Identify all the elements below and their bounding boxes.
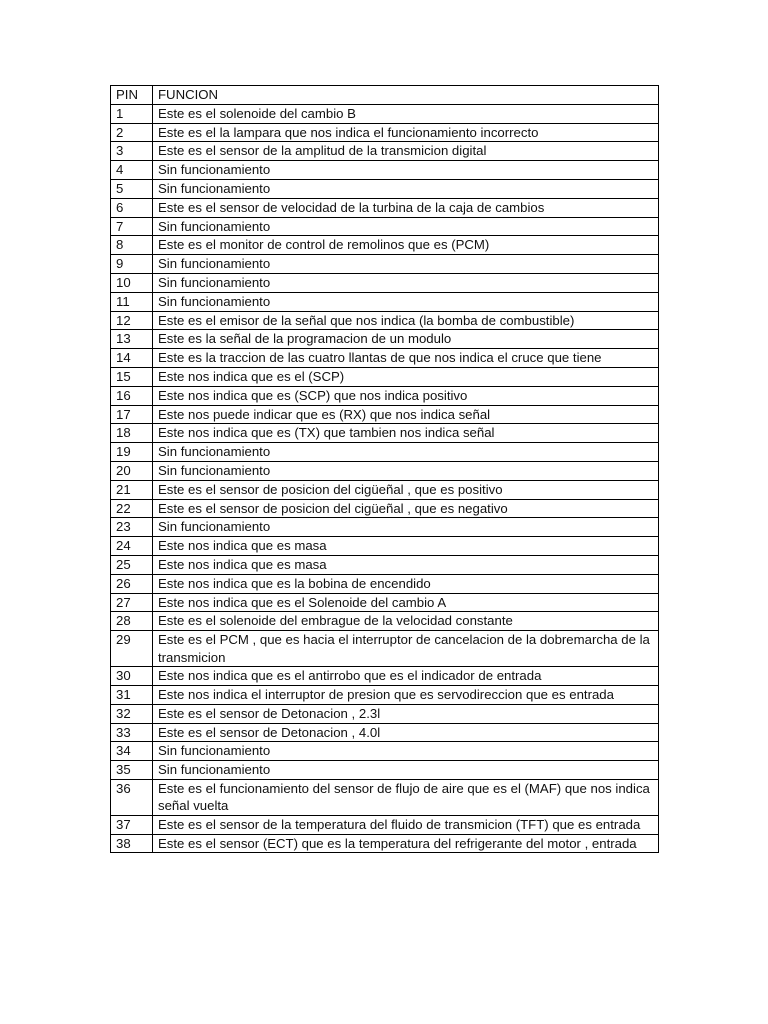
function-description-cell: Este es el monitor de control de remolinos que es (PCM) xyxy=(153,236,659,255)
pin-number-cell: 36 xyxy=(111,779,153,815)
function-description-cell: Sin funcionamiento xyxy=(153,217,659,236)
function-description-cell: Este es el sensor (ECT) que es la temperatura del refrigerante del motor , entrada xyxy=(153,834,659,853)
pin-number-cell: 7 xyxy=(111,217,153,236)
table-row xyxy=(111,704,659,723)
pin-number-cell: 31 xyxy=(111,685,153,704)
table-row xyxy=(111,405,659,424)
pin-number-cell: 26 xyxy=(111,574,153,593)
table-row xyxy=(111,424,659,443)
function-description-cell: Este es el PCM , que es hacia el interruptor de cancelacion de la dobremarcha de la transmicion xyxy=(153,631,659,667)
pin-number-cell: 1 xyxy=(111,104,153,123)
table-row xyxy=(111,198,659,217)
pin-number-cell: 3 xyxy=(111,142,153,161)
pin-number-cell: 11 xyxy=(111,292,153,311)
table-row xyxy=(111,667,659,686)
function-description-cell: Este nos puede indicar que es (RX) que nos indica señal xyxy=(153,405,659,424)
pin-number-cell: 14 xyxy=(111,349,153,368)
table-row xyxy=(111,612,659,631)
pin-number-cell: 33 xyxy=(111,723,153,742)
function-description-cell: Este es el sensor de la temperatura del fluido de transmicion (TFT) que es entrada xyxy=(153,815,659,834)
table-row xyxy=(111,292,659,311)
table-row xyxy=(111,742,659,761)
header-pin: PIN xyxy=(111,86,153,105)
table-row xyxy=(111,367,659,386)
pin-number-cell: 15 xyxy=(111,367,153,386)
pin-number-cell: 5 xyxy=(111,179,153,198)
pin-number-cell: 18 xyxy=(111,424,153,443)
table-row xyxy=(111,815,659,834)
pin-number-cell: 38 xyxy=(111,834,153,853)
function-description-cell: Este es el solenoide del embrague de la velocidad constante xyxy=(153,612,659,631)
function-description-cell: Sin funcionamiento xyxy=(153,161,659,180)
table-row xyxy=(111,123,659,142)
pin-number-cell: 32 xyxy=(111,704,153,723)
pin-number-cell: 25 xyxy=(111,555,153,574)
pin-number-cell: 20 xyxy=(111,461,153,480)
table-row xyxy=(111,480,659,499)
function-description-cell: Este es el funcionamiento del sensor de flujo de aire que es el (MAF) que nos indica señal vuelta xyxy=(153,779,659,815)
table-row xyxy=(111,593,659,612)
function-description-cell: Sin funcionamiento xyxy=(153,461,659,480)
table-row xyxy=(111,386,659,405)
pin-number-cell: 17 xyxy=(111,405,153,424)
function-description-cell: Este es el sensor de Detonacion , 2.3l xyxy=(153,704,659,723)
pin-number-cell: 21 xyxy=(111,480,153,499)
pin-number-cell: 8 xyxy=(111,236,153,255)
function-description-cell: Este es el sensor de posicion del cigüeñal , que es positivo xyxy=(153,480,659,499)
function-description-cell: Este es la señal de la programacion de un modulo xyxy=(153,330,659,349)
pin-number-cell: 35 xyxy=(111,761,153,780)
function-description-cell: Este nos indica que es (SCP) que nos indica positivo xyxy=(153,386,659,405)
function-description-cell: Este nos indica que es masa xyxy=(153,555,659,574)
function-description-cell: Este nos indica que es el (SCP) xyxy=(153,367,659,386)
table-row xyxy=(111,779,659,815)
function-description-cell: Este es el sensor de velocidad de la turbina de la caja de cambios xyxy=(153,198,659,217)
function-description-cell: Este nos indica que es (TX) que tambien nos indica señal xyxy=(153,424,659,443)
table-header-row xyxy=(111,86,659,105)
table-row xyxy=(111,518,659,537)
table-row xyxy=(111,761,659,780)
table-row xyxy=(111,349,659,368)
pin-number-cell: 28 xyxy=(111,612,153,631)
table-row xyxy=(111,723,659,742)
table-row xyxy=(111,574,659,593)
table-row xyxy=(111,461,659,480)
function-description-cell: Este es el sensor de Detonacion , 4.0l xyxy=(153,723,659,742)
pin-number-cell: 30 xyxy=(111,667,153,686)
function-description-cell: Sin funcionamiento xyxy=(153,443,659,462)
function-description-cell: Este nos indica que es el antirrobo que es el indicador de entrada xyxy=(153,667,659,686)
pin-number-cell: 13 xyxy=(111,330,153,349)
function-description-cell: Este es el sensor de la amplitud de la transmicion digital xyxy=(153,142,659,161)
pin-function-table xyxy=(110,85,659,853)
function-description-cell: Este nos indica que es el Solenoide del cambio A xyxy=(153,593,659,612)
pin-number-cell: 22 xyxy=(111,499,153,518)
function-description-cell: Este es la traccion de las cuatro llantas de que nos indica el cruce que tiene xyxy=(153,349,659,368)
table-body xyxy=(111,104,659,853)
pin-number-cell: 6 xyxy=(111,198,153,217)
function-description-cell: Este es el solenoide del cambio B xyxy=(153,104,659,123)
function-description-cell: Este nos indica el interruptor de presion que es servodireccion que es entrada xyxy=(153,685,659,704)
table-row xyxy=(111,236,659,255)
table-row xyxy=(111,273,659,292)
table-row xyxy=(111,555,659,574)
table-row xyxy=(111,834,659,853)
table-row xyxy=(111,104,659,123)
function-description-cell: Sin funcionamiento xyxy=(153,292,659,311)
table-row xyxy=(111,142,659,161)
table-row xyxy=(111,685,659,704)
table-row xyxy=(111,631,659,667)
function-description-cell: Este nos indica que es la bobina de encendido xyxy=(153,574,659,593)
pin-number-cell: 23 xyxy=(111,518,153,537)
pin-number-cell: 12 xyxy=(111,311,153,330)
table-row xyxy=(111,217,659,236)
function-description-cell: Sin funcionamiento xyxy=(153,273,659,292)
table-row xyxy=(111,179,659,198)
function-description-cell: Este nos indica que es masa xyxy=(153,537,659,556)
table-row xyxy=(111,255,659,274)
function-description-cell: Sin funcionamiento xyxy=(153,518,659,537)
pin-number-cell: 29 xyxy=(111,631,153,667)
pin-number-cell: 9 xyxy=(111,255,153,274)
pin-number-cell: 19 xyxy=(111,443,153,462)
table-row xyxy=(111,537,659,556)
pin-number-cell: 4 xyxy=(111,161,153,180)
pin-number-cell: 27 xyxy=(111,593,153,612)
table-row xyxy=(111,443,659,462)
pin-number-cell: 34 xyxy=(111,742,153,761)
function-description-cell: Sin funcionamiento xyxy=(153,179,659,198)
table-row xyxy=(111,330,659,349)
function-description-cell: Sin funcionamiento xyxy=(153,255,659,274)
pin-number-cell: 24 xyxy=(111,537,153,556)
function-description-cell: Este es el sensor de posicion del cigüeñal , que es negativo xyxy=(153,499,659,518)
pin-number-cell: 10 xyxy=(111,273,153,292)
pin-number-cell: 2 xyxy=(111,123,153,142)
table-row xyxy=(111,499,659,518)
function-description-cell: Sin funcionamiento xyxy=(153,742,659,761)
table-row xyxy=(111,161,659,180)
table-row xyxy=(111,311,659,330)
function-description-cell: Este es el emisor de la señal que nos indica (la bomba de combustible) xyxy=(153,311,659,330)
function-description-cell: Sin funcionamiento xyxy=(153,761,659,780)
pin-number-cell: 37 xyxy=(111,815,153,834)
pin-number-cell: 16 xyxy=(111,386,153,405)
function-description-cell: Este es el la lampara que nos indica el funcionamiento incorrecto xyxy=(153,123,659,142)
header-funcion: FUNCION xyxy=(153,86,659,105)
